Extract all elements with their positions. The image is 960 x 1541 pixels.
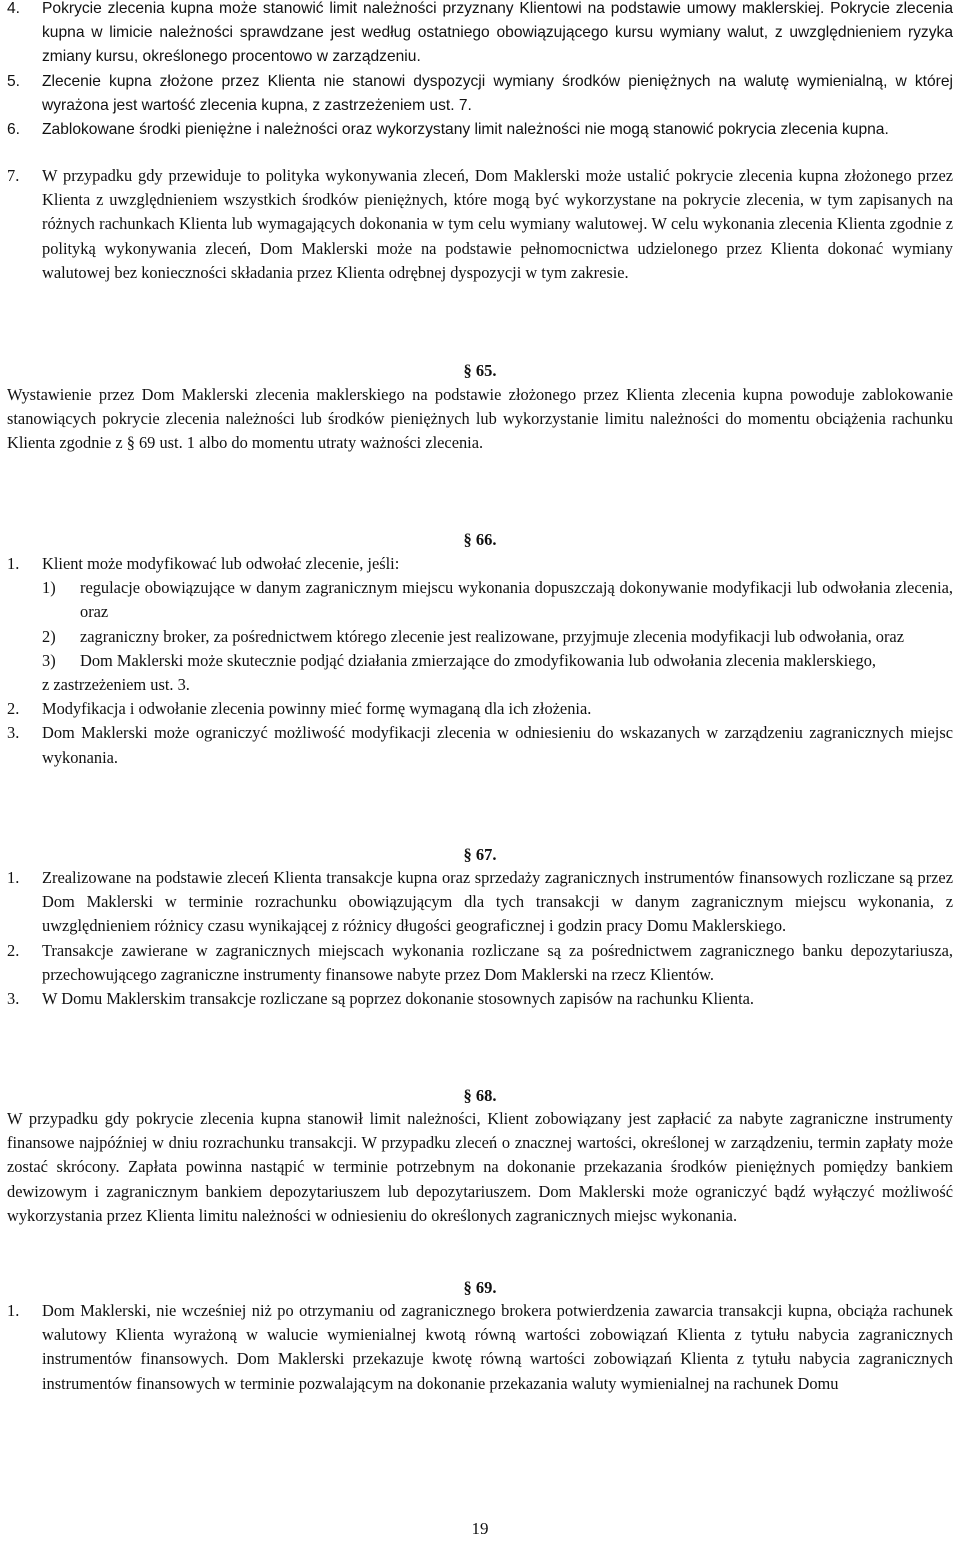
sub-item-number: 3)	[42, 650, 56, 670]
list-item	[0, 552, 960, 576]
section-69-body	[0, 1299, 960, 1396]
item-text: Dom Maklerski może ograniczyć możliwość modyfikacji zlecenia w odniesieniu do wskazanych w zarządzeniu zagranicznych miejsc wykonania.	[42, 723, 953, 767]
item-number: 6.	[7, 121, 21, 139]
item-number: 2.	[7, 699, 20, 719]
item-number: 1.	[7, 1301, 20, 1320]
section-heading: § 69.	[463, 1278, 497, 1297]
item-text: W Domu Maklerskim transakcje rozliczane są poprzez dokonanie stosownych zapisów na rachunku Klienta.	[42, 989, 754, 1009]
item-number: 1.	[7, 554, 20, 573]
list-item	[0, 164, 960, 285]
list-item	[0, 987, 960, 1011]
list-item	[0, 939, 960, 987]
list-item	[0, 721, 960, 769]
section-heading: § 68.	[463, 1086, 497, 1105]
item-text: Zablokowane środki pieniężne i należności oraz wykorzystany limit należności nie mogą stanowić pokrycia zlecenia kupna.	[42, 121, 889, 139]
section-65-body	[0, 383, 960, 456]
sub-item-text: zagraniczny broker, za pośrednictwem którego zlecenie jest realizowane, przyjmuje zlecenia modyfikacji lub odwołania, oraz	[80, 626, 904, 646]
item-number: 7.	[7, 166, 20, 185]
item-text: Modyfikacja i odwołanie zlecenia powinny mieć formę wymaganą dla ich złożenia.	[42, 699, 592, 719]
sub-list-item	[0, 649, 960, 673]
item-text: Pokrycie zlecenia kupna może stanowić limit należności przyznany Klientowi na podstawie umowy maklerskiej. Pokrycie zlecenia kupna w limicie należności sprawdzane jest według ostatniego obowiązującego kursu wymiany walut, z uwzględnieniem ryzyka zmiany kursu, określonego procentowo w zarządzeniu.	[42, 0, 953, 66]
page-number: 19	[471, 1519, 489, 1538]
section-64-item-7	[0, 164, 960, 285]
item-text: W przypadku gdy przewiduje to polityka wykonywania zleceń, Dom Maklerski może ustalić pokrycie zlecenia kupna złożonego przez Klienta z uwzględnieniem wszystkich środków pieniężnych, które mogą być wykorzystane na pokrycie zlecenia, w tym zapisanych na różnych rachunkach Klienta lub wymagających dokonania w tym celu wymiany walutowej. W celu wykonania zlecenia Klienta zgodnie z polityką wykonywania zleceń, Dom Maklerski może na podstawie pełnomocnictwa udzielonego przez Klienta dokonać wymiany walutowej bez konieczności składania przez Klienta odrębnej dyspozycji w tym zakresie.	[42, 166, 953, 282]
list-tail-text: z zastrzeżeniem ust. 3.	[42, 675, 190, 695]
list-item	[0, 866, 960, 939]
list-item	[0, 1299, 960, 1396]
paragraph: Wystawienie przez Dom Maklerski zlecenia maklerskiego na podstawie złożonego przez Klienta zlecenia kupna powoduje zablokowanie stanowiących pokrycie zlecenia należności lub środków pieniężnych lub wykorzystanie limitu należności do momentu obciążenia rachunku Klienta zgodnie z § 69 ust. 1 albo do momentu utraty ważności zlecenia.	[7, 385, 953, 453]
item-number: 4.	[7, 0, 21, 17]
item-number: 5.	[7, 72, 21, 90]
section-heading: § 67.	[463, 845, 497, 864]
item-number: 3.	[7, 989, 20, 1009]
sub-list-item	[0, 625, 960, 649]
section-64-continuation	[0, 0, 960, 142]
sub-item-text: regulacje obowiązujące w danym zagranicznym miejscu wykonania dopuszczają dokonywanie modyfikacji lub odwołania zlecenia, oraz	[80, 578, 953, 622]
section-heading: § 66.	[463, 530, 497, 549]
section-68-body	[0, 1107, 960, 1228]
list-item	[0, 697, 960, 721]
sub-list-item	[0, 576, 960, 624]
list-item	[0, 70, 960, 118]
section-67-body	[0, 866, 960, 1011]
item-text: Klient może modyfikować lub odwołać zlecenie, jeśli:	[42, 554, 400, 573]
item-text: Zrealizowane na podstawie zleceń Klienta transakcje kupna oraz sprzedaży zagranicznych instrumentów finansowych rozliczane są przez Dom Maklerski w terminie rozrachunku obowiązującym dla tych transakcji w danym zagranicznym miejscu wykonania, z uwzględnieniem różnicy czasu wynikającej z różnicy długości geograficznej i godzin pracy Domu Maklerskiego.	[42, 868, 953, 936]
list-item	[0, 118, 960, 142]
item-text: Dom Maklerski, nie wcześniej niż po otrzymaniu od zagranicznego brokera potwierdzenia zawarcia transakcji kupna, obciąża rachunek walutowy Klienta wyrażoną w walucie wymienialnej kwotą równą wartości zobowiązań Klienta z tytułu nabycia zagranicznych instrumentów finansowych. Dom Maklerski przekazuje kwotę równą wartości zobowiązań Klienta z tytułu nabycia zagranicznych instrumentów finansowych w terminie pozwalającym na dokonanie przekazania waluty wymienialnej na rachunek Domu	[42, 1301, 953, 1393]
section-heading: § 65.	[463, 361, 497, 380]
sub-item-number: 1)	[42, 578, 56, 598]
paragraph: W przypadku gdy pokrycie zlecenia kupna stanowił limit należności, Klient zobowiązany jest zapłacić za nabyte zagraniczne instrumenty finansowe najpóźniej w dniu rozrachunku transakcji. W przypadku zleceń o znacznej wartości, określonej w zarządzeniu, termin zapłaty może zostać skrócony. Zapłata powinna nastąpić w terminie potrzebnym na dokonanie przekazania środków pieniężnych pomiędzy bankiem dewizowym i zagranicznym bankiem depozytariuszem lub depozytariuszem. Dom Maklerski może ograniczyć bądź wyłączyć możliwość wykorzystania przez Klienta limitu należności w odniesieniu do określonych zagranicznych miejsc wykonania.	[7, 1109, 953, 1225]
list-item	[0, 0, 960, 70]
sub-item-text: Dom Maklerski może skutecznie podjąć działania zmierzające do zmodyfikowania lub odwołania zlecenia maklerskiego,	[80, 650, 876, 670]
section-66-body	[0, 552, 960, 770]
item-number: 2.	[7, 940, 20, 960]
item-text: Zlecenie kupna złożone przez Klienta nie stanowi dyspozycji wymiany środków pieniężnych na walutę wymienialną, w której wyrażona jest wartość zlecenia kupna, z zastrzeżeniem ust. 7.	[42, 72, 953, 114]
item-text: Transakcje zawierane w zagranicznych miejscach wykonania rozliczane są za pośrednictwem zagranicznego banku depozytariusza, przechowującego zagraniczne instrumenty finansowe nabyte przez Dom Maklerski na rzecz Klientów.	[42, 940, 953, 984]
item-number: 3.	[7, 723, 20, 743]
sub-item-number: 2)	[42, 626, 56, 646]
item-number: 1.	[7, 868, 20, 887]
